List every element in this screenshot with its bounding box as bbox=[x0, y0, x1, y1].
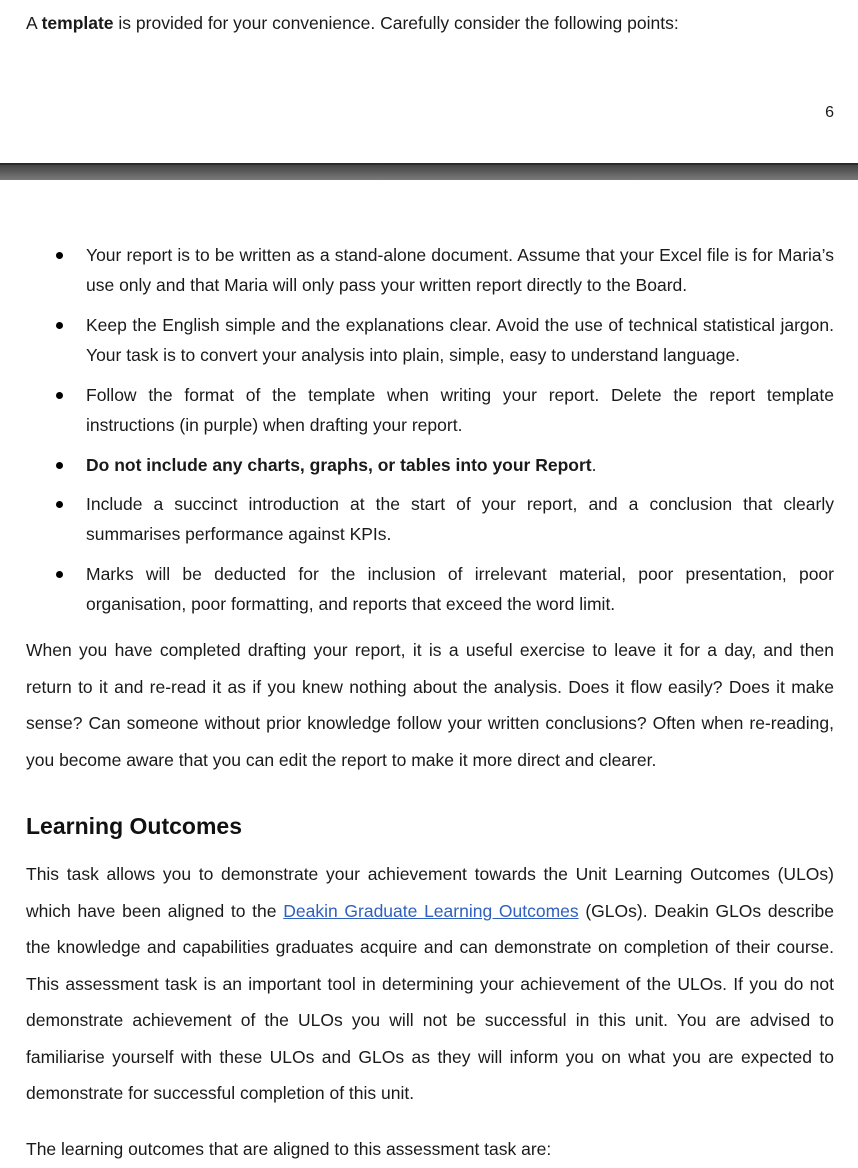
bullet-icon bbox=[56, 462, 63, 469]
bullet-icon bbox=[56, 571, 63, 578]
intro-prefix: A bbox=[26, 13, 42, 33]
intro-line bbox=[26, 10, 679, 36]
bullet-icon bbox=[56, 252, 63, 259]
deakin-glo-link[interactable]: Deakin Graduate Learning Outcomes bbox=[283, 900, 579, 921]
bullet-icon bbox=[56, 392, 63, 399]
intro-suffix: is provided for your convenience. Carefully consider the following points: bbox=[113, 13, 679, 33]
list-item-text: Include a succinct introduction at the start of your report, and a conclusion that clearly summarises performance against KPIs. bbox=[86, 494, 834, 544]
learning-outcomes-paragraph bbox=[26, 856, 834, 1112]
lo-text-before-link: This task allows you to demonstrate your achievement towards the Unit Learning Outcomes (ULOs) which have been aligned to the bbox=[26, 864, 834, 921]
page-number: 6 bbox=[825, 104, 834, 121]
no-charts-suffix: . bbox=[591, 455, 597, 475]
page-break-divider bbox=[0, 163, 858, 180]
list-item-text bbox=[86, 451, 834, 481]
list-item-text: Follow the format of the template when writing your report. Delete the report template instructions (in purple) when drafting your report. bbox=[86, 385, 834, 435]
bullet-icon bbox=[56, 501, 63, 508]
bullet-icon bbox=[56, 322, 63, 329]
list-item-text: Marks will be deducted for the inclusion of irrelevant material, poor presentation, poor organisation, poor formatting, and reports that exceed the word limit. bbox=[86, 564, 834, 614]
aligned-outcomes-intro: The learning outcomes that are aligned to this assessment task are: bbox=[26, 1139, 552, 1159]
list-item-text: Your report is to be written as a stand-alone document. Assume that your Excel file is for Maria’s use only and that Maria will only pass your written report directly to the Board. bbox=[86, 245, 834, 295]
review-paragraph: When you have completed drafting your report, it is a useful exercise to leave it for a day, and then return to it and re-read it as if you knew nothing about the analysis. Does it flow easily? Does it make sense? Can someone without prior knowledge follow your written conclusions? Often when re-reading, you become aware that you can edit the report to make it more direct and clearer. bbox=[26, 640, 834, 770]
lo-text-after-link: (GLOs). Deakin GLOs describe the knowledge and capabilities graduates acquire and can demonstrate on completion of their course. This assessment task is an important tool in determining your achievement of the ULOs. If you do not demonstrate achievement of the ULOs you will not be successful in this unit. You are advised to familiarise yourself with these ULOs and GLOs as they will inform you on what you are expected to demonstrate for successful completion of this unit. bbox=[26, 900, 835, 1103]
list-item-text: Keep the English simple and the explanations clear. Avoid the use of technical statistical jargon. Your task is to convert your analysis into plain, simple, easy to understand language. bbox=[86, 315, 834, 365]
no-charts-bold: Do not include any charts, graphs, or tables into your Report bbox=[86, 455, 592, 475]
intro-template-bold: template bbox=[41, 13, 114, 33]
learning-outcomes-heading: Learning Outcomes bbox=[26, 813, 242, 839]
